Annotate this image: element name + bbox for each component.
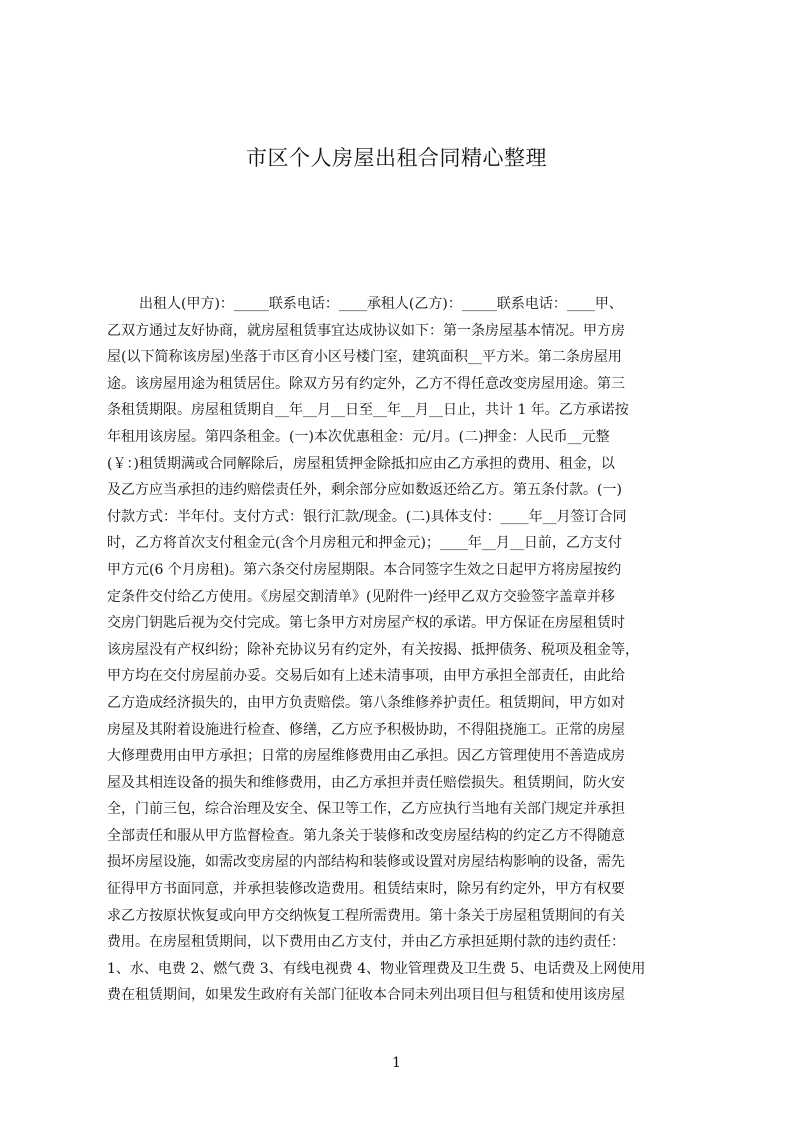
body-line: 甲方均在交付房屋前办妥。交易后如有上述未清事项，由甲方承担全部责任，由此给 (107, 668, 625, 685)
body-line: 交房门钥匙后视为交付完成。第七条甲方对房屋产权的承诺。甲方保证在房屋租赁时 (107, 615, 625, 632)
body-line: 该房屋没有产权纠纷；除补充协议另有约定外，有关按揭、抵押债务、税项及租金等， (107, 641, 639, 658)
body-line: 费用。在房屋租赁期间，以下费用由乙方支付，并由乙方承担延期付款的违约责任： (107, 934, 625, 951)
body-line: 损坏房屋设施，如需改变房屋的内部结构和装修或设置对房屋结构影响的设备，需先 (107, 854, 625, 871)
document-title: 市区个人房屋出租合同精心整理 (246, 146, 547, 170)
body-line: 1、水、电费 2、燃气费 3、有线电视费 4、物业管理费及卫生费 5、电话费及上网使用 (107, 960, 646, 977)
body-line: 时，乙方将首次支付租金元(含个月房租元和押金元)；____年__月__日前，乙方支付 (107, 535, 622, 552)
body-line: 全部责任和服从甲方监督检查。第九条关于装修和改变房屋结构的约定乙方不得随意 (107, 827, 625, 844)
body-line: 条租赁期限。房屋租赁期自__年__月__日至__年__月__日止，共计 1 年。乙方承诺按 (107, 402, 629, 419)
body-line: 乙方造成经济损失的，由甲方负责赔偿。第八条维修养护责任。租赁期间，甲方如对 (107, 694, 625, 711)
body-line: 征得甲方书面同意，并承担装修改造费用。租赁结束时，除另有约定外，甲方有权要 (107, 881, 625, 898)
body-line: 定条件交付给乙方使用。《房屋交割清单》(见附件一)经甲乙双方交验签字盖章并移 (107, 588, 615, 605)
body-line: 及乙方应当承担的违约赔偿责任外，剩余部分应如数返还给乙方。第五条付款。(一) (107, 482, 622, 499)
body-line: 房屋及其附着设施进行检查、修缮，乙方应予积极协助，不得阻挠施工。正常的房屋 (107, 721, 625, 738)
body-line: 费在租赁期间，如果发生政府有关部门征收本合同未列出项目但与租赁和使用该房屋 (107, 987, 625, 1004)
body-line: 求乙方按原状恢复或向甲方交纳恢复工程所需费用。第十条关于房屋租赁期间的有关 (107, 907, 625, 924)
body-line: 屋及其相连设备的损失和维修费用，由乙方承担并责任赔偿损失。租赁期间，防火安 (107, 774, 625, 791)
body-line: (￥：)租赁期满或合同解除后，房屋租赁押金除抵扣应由乙方承担的费用、租金，以 (107, 455, 615, 472)
body-line: 屋(以下简称该房屋)坐落于市区育小区号楼门室，建筑面积__平方米。第二条房屋用 (107, 349, 622, 366)
body-line: 付款方式：半年付。支付方式：银行汇款/现金。(二)具体支付：____年__月签订合同 (107, 508, 627, 525)
body-line: 甲方元(6 个月房租)。第六条交付房屋期限。本合同签字生效之日起甲方将房屋按约 (107, 561, 622, 578)
page-number: 1 (392, 1055, 401, 1071)
body-line: 大修理费用由甲方承担；日常的房屋维修费用由乙承担。因乙方管理使用不善造成房 (107, 748, 625, 765)
contract-body (107, 291, 697, 1009)
body-line: 出租人(甲方)：_____联系电话：____承租人(乙方)：_____联系电话：____甲、 (139, 296, 623, 312)
body-line: 全，门前三包，综合治理及安全、保卫等工作，乙方应执行当地有关部门规定并承担 (107, 801, 625, 818)
body-line: 乙双方通过友好协商，就房屋租赁事宜达成协议如下：第一条房屋基本情况。甲方房 (107, 322, 625, 339)
body-line: 年租用该房屋。第四条租金。(一)本次优惠租金：元/月。(二)押金：人民币__元整 (107, 428, 610, 445)
body-line: 途。该房屋用途为租赁居住。除双方另有约定外，乙方不得任意改变房屋用途。第三 (107, 375, 625, 392)
